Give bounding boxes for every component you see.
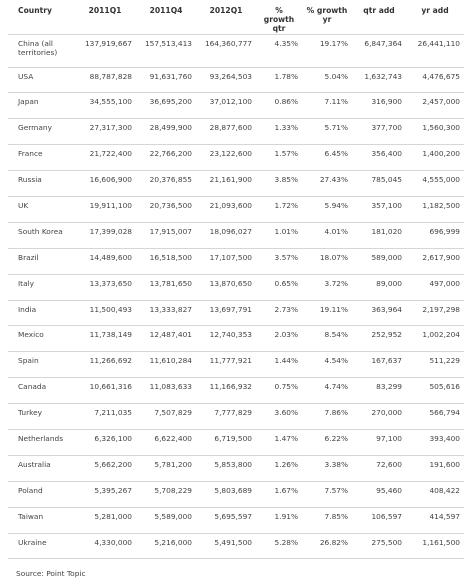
cell-2011q4: 6,622,400 (136, 429, 196, 455)
cell-growth-yr: 6.45% (302, 145, 352, 171)
cell-2011q4: 22,766,200 (136, 145, 196, 171)
cell-growth-qtr: 1.26% (256, 455, 302, 481)
cell-growth-qtr: 1.72% (256, 196, 302, 222)
cell-2011q4: 91,631,760 (136, 67, 196, 93)
cell-2012q1: 12,740,353 (196, 326, 256, 352)
cell-growth-yr: 7.57% (302, 481, 352, 507)
cell-qtr-add: 785,045 (352, 171, 406, 197)
header-growth-qtr-line1: % growth (263, 6, 295, 24)
cell-qtr-add: 270,000 (352, 404, 406, 430)
cell-2012q1: 11,166,932 (196, 378, 256, 404)
cell-growth-qtr: 5.28% (256, 533, 302, 559)
cell-growth-qtr: 1.47% (256, 429, 302, 455)
cell-2012q1: 18,096,027 (196, 222, 256, 248)
cell-2012q1: 21,161,900 (196, 171, 256, 197)
cell-growth-yr: 5.04% (302, 67, 352, 93)
cell-qtr-add: 316,900 (352, 93, 406, 119)
cell-growth-qtr: 3.85% (256, 171, 302, 197)
cell-growth-qtr: 2.73% (256, 300, 302, 326)
cell-2011q4: 13,781,650 (136, 274, 196, 300)
cell-growth-qtr: 2.03% (256, 326, 302, 352)
cell-2011q1: 5,395,267 (74, 481, 136, 507)
cell-growth-qtr: 1.01% (256, 222, 302, 248)
cell-qtr-add: 83,299 (352, 378, 406, 404)
cell-qtr-add: 72,600 (352, 455, 406, 481)
cell-2011q1: 34,555,100 (74, 93, 136, 119)
cell-growth-yr: 27.43% (302, 171, 352, 197)
header-growth-qtr-line2: qtr (272, 24, 286, 33)
table-body (8, 34, 464, 559)
cell-qtr-add: 357,100 (352, 196, 406, 222)
cell-2011q1: 11,738,149 (74, 326, 136, 352)
cell-growth-yr: 8.54% (302, 326, 352, 352)
cell-yr-add: 2,617,900 (406, 248, 464, 274)
cell-2011q4: 20,736,500 (136, 196, 196, 222)
cell-2011q1: 14,489,600 (74, 248, 136, 274)
table-row (8, 274, 464, 300)
cell-yr-add: 191,600 (406, 455, 464, 481)
cell-country: Netherlands (8, 429, 74, 455)
cell-country: India (8, 300, 74, 326)
cell-qtr-add: 167,637 (352, 352, 406, 378)
cell-growth-yr: 7.86% (302, 404, 352, 430)
header-country: Country (8, 0, 74, 34)
cell-2011q1: 4,330,000 (74, 533, 136, 559)
cell-qtr-add: 97,100 (352, 429, 406, 455)
cell-country: Ukraine (8, 533, 74, 559)
cell-2012q1: 13,697,791 (196, 300, 256, 326)
cell-growth-qtr: 0.75% (256, 378, 302, 404)
cell-2011q1: 11,266,692 (74, 352, 136, 378)
cell-2011q4: 157,513,413 (136, 34, 196, 67)
cell-country: Canada (8, 378, 74, 404)
table-row (8, 481, 464, 507)
cell-qtr-add: 252,952 (352, 326, 406, 352)
table-row (8, 34, 464, 67)
cell-2012q1: 5,491,500 (196, 533, 256, 559)
cell-2011q1: 5,281,000 (74, 507, 136, 533)
cell-growth-qtr: 4.35% (256, 34, 302, 67)
cell-yr-add: 1,161,500 (406, 533, 464, 559)
cell-yr-add: 511,229 (406, 352, 464, 378)
cell-2012q1: 5,803,689 (196, 481, 256, 507)
table-row (8, 222, 464, 248)
cell-yr-add: 4,555,000 (406, 171, 464, 197)
cell-2011q1: 16,606,900 (74, 171, 136, 197)
source-note: Source: Point Topic (16, 569, 86, 578)
cell-growth-yr: 4.01% (302, 222, 352, 248)
cell-qtr-add: 589,000 (352, 248, 406, 274)
cell-growth-qtr: 3.57% (256, 248, 302, 274)
table-row (8, 248, 464, 274)
header-yr-add: yr add (406, 0, 464, 34)
cell-country: Germany (8, 119, 74, 145)
cell-country: Italy (8, 274, 74, 300)
cell-yr-add: 408,422 (406, 481, 464, 507)
cell-2012q1: 37,012,100 (196, 93, 256, 119)
cell-country: Spain (8, 352, 74, 378)
cell-qtr-add: 377,700 (352, 119, 406, 145)
cell-2012q1: 5,695,597 (196, 507, 256, 533)
cell-yr-add: 1,560,300 (406, 119, 464, 145)
table-row (8, 93, 464, 119)
cell-yr-add: 1,182,500 (406, 196, 464, 222)
cell-2011q4: 16,518,500 (136, 248, 196, 274)
cell-country: Mexico (8, 326, 74, 352)
cell-yr-add: 26,441,110 (406, 34, 464, 67)
cell-country: USA (8, 67, 74, 93)
cell-2011q1: 10,661,316 (74, 378, 136, 404)
table-row (8, 171, 464, 197)
cell-growth-qtr: 3.60% (256, 404, 302, 430)
header-growth-yr (302, 0, 352, 34)
broadband-subscribers-table (8, 0, 464, 559)
cell-2011q1: 17,399,028 (74, 222, 136, 248)
cell-country: France (8, 145, 74, 171)
cell-2011q1: 11,500,493 (74, 300, 136, 326)
cell-2012q1: 11,777,921 (196, 352, 256, 378)
cell-growth-yr: 4.74% (302, 378, 352, 404)
cell-2011q4: 11,083,633 (136, 378, 196, 404)
table-row (8, 533, 464, 559)
cell-2011q4: 28,499,900 (136, 119, 196, 145)
cell-yr-add: 2,457,000 (406, 93, 464, 119)
cell-qtr-add: 89,000 (352, 274, 406, 300)
table-row (8, 326, 464, 352)
cell-qtr-add: 181,020 (352, 222, 406, 248)
cell-growth-qtr: 1.57% (256, 145, 302, 171)
cell-growth-yr: 26.82% (302, 533, 352, 559)
cell-yr-add: 2,197,298 (406, 300, 464, 326)
cell-2011q1: 19,911,100 (74, 196, 136, 222)
cell-growth-yr: 7.85% (302, 507, 352, 533)
cell-2012q1: 164,360,777 (196, 34, 256, 67)
cell-2011q4: 5,216,000 (136, 533, 196, 559)
cell-growth-yr: 5.94% (302, 196, 352, 222)
header-growth-yr-line1: % growth (306, 6, 348, 15)
header-2011q4: 2011Q4 (136, 0, 196, 34)
cell-country: UK (8, 196, 74, 222)
cell-country: Russia (8, 171, 74, 197)
table-row (8, 300, 464, 326)
cell-qtr-add: 275,500 (352, 533, 406, 559)
header-row (8, 0, 464, 34)
cell-yr-add: 566,794 (406, 404, 464, 430)
cell-2012q1: 7,777,829 (196, 404, 256, 430)
cell-2011q1: 88,787,828 (74, 67, 136, 93)
cell-yr-add: 1,400,200 (406, 145, 464, 171)
cell-qtr-add: 356,400 (352, 145, 406, 171)
cell-country: Brazil (8, 248, 74, 274)
cell-growth-qtr: 1.78% (256, 67, 302, 93)
header-growth-qtr (256, 0, 302, 34)
cell-2012q1: 6,719,500 (196, 429, 256, 455)
cell-growth-qtr: 0.65% (256, 274, 302, 300)
table-row (8, 352, 464, 378)
table-row (8, 119, 464, 145)
cell-yr-add: 696,999 (406, 222, 464, 248)
cell-growth-qtr: 0.86% (256, 93, 302, 119)
cell-2011q4: 36,695,200 (136, 93, 196, 119)
cell-qtr-add: 363,964 (352, 300, 406, 326)
cell-2012q1: 21,093,600 (196, 196, 256, 222)
cell-yr-add: 414,597 (406, 507, 464, 533)
cell-country: Turkey (8, 404, 74, 430)
table-row (8, 404, 464, 430)
cell-2011q4: 12,487,401 (136, 326, 196, 352)
cell-growth-yr: 18.07% (302, 248, 352, 274)
broadband-table-container (8, 0, 464, 559)
cell-2011q4: 5,589,000 (136, 507, 196, 533)
cell-growth-yr: 19.11% (302, 300, 352, 326)
cell-growth-yr: 4.54% (302, 352, 352, 378)
cell-yr-add: 505,616 (406, 378, 464, 404)
cell-yr-add: 497,000 (406, 274, 464, 300)
cell-qtr-add: 95,460 (352, 481, 406, 507)
table-header (8, 0, 464, 34)
cell-growth-yr: 7.11% (302, 93, 352, 119)
cell-growth-qtr: 1.67% (256, 481, 302, 507)
cell-growth-yr: 19.17% (302, 34, 352, 67)
cell-2011q4: 13,333,827 (136, 300, 196, 326)
cell-qtr-add: 1,632,743 (352, 67, 406, 93)
cell-country: Australia (8, 455, 74, 481)
table-row (8, 378, 464, 404)
cell-2011q4: 17,915,007 (136, 222, 196, 248)
header-growth-yr-line2: yr (322, 15, 332, 24)
cell-yr-add: 4,476,675 (406, 67, 464, 93)
cell-country: Taiwan (8, 507, 74, 533)
cell-qtr-add: 106,597 (352, 507, 406, 533)
cell-2011q4: 20,376,855 (136, 171, 196, 197)
cell-country: Japan (8, 93, 74, 119)
table-row (8, 507, 464, 533)
cell-growth-yr: 6.22% (302, 429, 352, 455)
header-qtr-add: qtr add (352, 0, 406, 34)
cell-growth-qtr: 1.44% (256, 352, 302, 378)
cell-2011q1: 137,919,667 (74, 34, 136, 67)
table-row (8, 455, 464, 481)
cell-2012q1: 28,877,600 (196, 119, 256, 145)
cell-2012q1: 13,870,650 (196, 274, 256, 300)
cell-2011q1: 6,326,100 (74, 429, 136, 455)
table-row (8, 429, 464, 455)
cell-2011q1: 27,317,300 (74, 119, 136, 145)
cell-country: China (all territories) (8, 34, 74, 67)
cell-growth-qtr: 1.91% (256, 507, 302, 533)
cell-2011q1: 13,373,650 (74, 274, 136, 300)
cell-growth-yr: 5.71% (302, 119, 352, 145)
header-2012q1: 2012Q1 (196, 0, 256, 34)
cell-2011q4: 11,610,284 (136, 352, 196, 378)
table-row (8, 196, 464, 222)
cell-2011q1: 21,722,400 (74, 145, 136, 171)
cell-2012q1: 17,107,500 (196, 248, 256, 274)
cell-2012q1: 93,264,503 (196, 67, 256, 93)
cell-growth-qtr: 1.33% (256, 119, 302, 145)
cell-2011q4: 5,708,229 (136, 481, 196, 507)
cell-2011q4: 7,507,829 (136, 404, 196, 430)
cell-growth-yr: 3.38% (302, 455, 352, 481)
table-row (8, 145, 464, 171)
cell-qtr-add: 6,847,364 (352, 34, 406, 67)
table-row (8, 67, 464, 93)
cell-2012q1: 5,853,800 (196, 455, 256, 481)
cell-2012q1: 23,122,600 (196, 145, 256, 171)
cell-country: Poland (8, 481, 74, 507)
cell-yr-add: 393,400 (406, 429, 464, 455)
cell-country: South Korea (8, 222, 74, 248)
cell-2011q4: 5,781,200 (136, 455, 196, 481)
cell-2011q1: 7,211,035 (74, 404, 136, 430)
cell-2011q1: 5,662,200 (74, 455, 136, 481)
header-2011q1: 2011Q1 (74, 0, 136, 34)
cell-yr-add: 1,002,204 (406, 326, 464, 352)
cell-growth-yr: 3.72% (302, 274, 352, 300)
